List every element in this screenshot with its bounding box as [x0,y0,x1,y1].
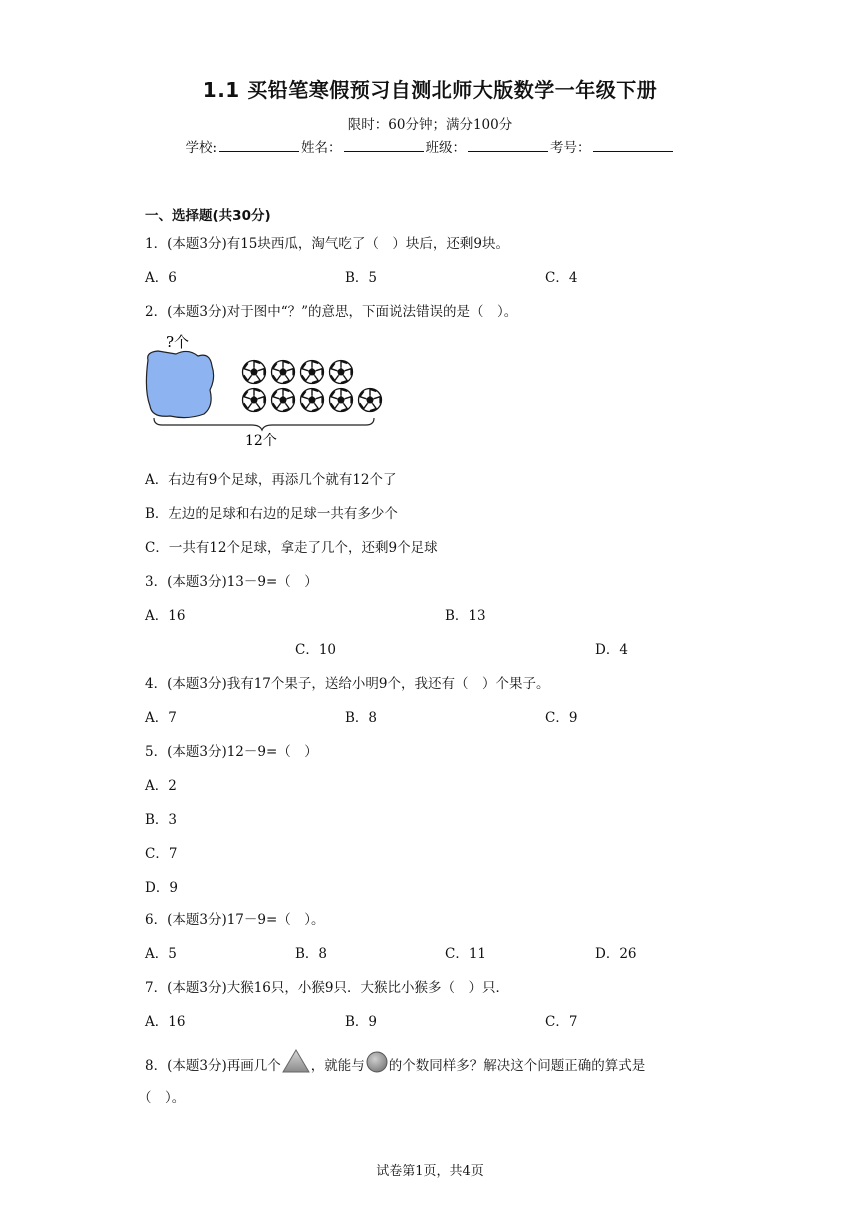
page-footer: 试卷第1页，共4页 [376,1164,484,1179]
name-blank [344,139,424,152]
q6-option-a: A．5 [145,946,177,962]
section-heading: 一、选择题(共30分) [145,208,271,224]
q8-answer-paren: （ ）。 [138,1090,186,1106]
q3-option-b: B．13 [445,608,486,624]
football-row-top [243,361,353,384]
football-diagram [140,330,390,450]
time-limit-text: 限时：60分钟；满分100分 [347,117,513,133]
q3-option-d: D．4 [595,642,628,658]
school-blank [219,139,299,152]
school-label: 学校: [185,140,218,156]
q7-option-a: A．16 [145,1014,186,1030]
football-icon [330,361,353,384]
q2-option-a: A．右边有9个足球，再添几个就有12个了 [145,472,397,488]
exam-no-blank [593,139,673,152]
question-5: 5．(本题3分)12－9=（ ） [145,744,318,760]
football-icon [243,389,266,412]
question-1: 1．(本题3分)有15块西瓜，淘气吃了（ ）块后，还剩9块。 [145,236,509,252]
question-7: 7．(本题3分)大猴16只，小猴9只．大猴比小猴多（ ）只． [145,980,509,996]
gray-circle-icon [365,1050,389,1074]
total-count-label: 12个 [245,433,277,449]
q8-text-part3: 的个数同样多？解决这个问题正确的算式是 [388,1058,646,1074]
question-8 [145,1048,645,1074]
q7-option-b: B．9 [345,1014,378,1030]
q4-option-b: B．8 [345,710,378,726]
football-row-bottom [243,389,382,412]
football-icon [272,361,295,384]
football-icon [330,389,353,412]
q5-option-c: C．7 [145,846,178,862]
unknown-count-label: ?个 [166,333,190,351]
class-label: 班级： [425,140,467,156]
q2-figure [140,330,390,450]
exam-no-label: 考号： [550,140,591,156]
question-6: 6．(本题3分)17－9=（ ）。 [145,912,325,928]
q7-option-c: C．7 [545,1014,578,1030]
q4-option-c: C．9 [545,710,578,726]
question-2: 2．(本题3分)对于图中“？”的意思，下面说法错误的是（ ）。 [145,304,518,320]
football-icon [301,361,324,384]
q6-option-d: D．26 [595,946,637,962]
q8-text-part1: 8．(本题3分)再画几个 [145,1058,281,1074]
q8-text-part2: ，就能与 [310,1058,365,1074]
q5-option-d: D．9 [145,880,178,896]
football-icon [359,389,382,412]
question-4: 4．(本题3分)我有17个果子，送给小明9个，我还有（ ）个果子。 [145,676,550,692]
q3-option-a: A．16 [145,608,186,624]
question-3: 3．(本题3分)13－9=（ ） [145,574,318,590]
football-icon [301,389,324,412]
name-label: 姓名： [301,140,342,156]
q6-option-b: B．8 [295,946,328,962]
student-info-line [0,136,860,156]
q2-option-c: C．一共有12个足球，拿走了几个，还剩9个足球 [145,540,438,556]
q1-option-c: C．4 [545,270,578,286]
q2-option-b: B．左边的足球和右边的足球一共有多少个 [145,506,398,522]
q6-option-c: C．11 [445,946,487,962]
total-brace [154,418,374,430]
class-blank [468,139,548,152]
triangle-icon [281,1048,311,1074]
page-title: 1.1 买铅笔寒假预习自测北师大版数学一年级下册 [202,78,658,102]
q5-option-a: A．2 [145,778,177,794]
q1-option-a: A．6 [145,270,177,286]
hidden-balls-blob [146,351,213,418]
football-icon [243,361,266,384]
q4-option-a: A．7 [145,710,177,726]
q5-option-b: B．3 [145,812,178,828]
q3-option-c: C．10 [295,642,337,658]
q1-option-b: B．5 [345,270,378,286]
football-icon [272,389,295,412]
